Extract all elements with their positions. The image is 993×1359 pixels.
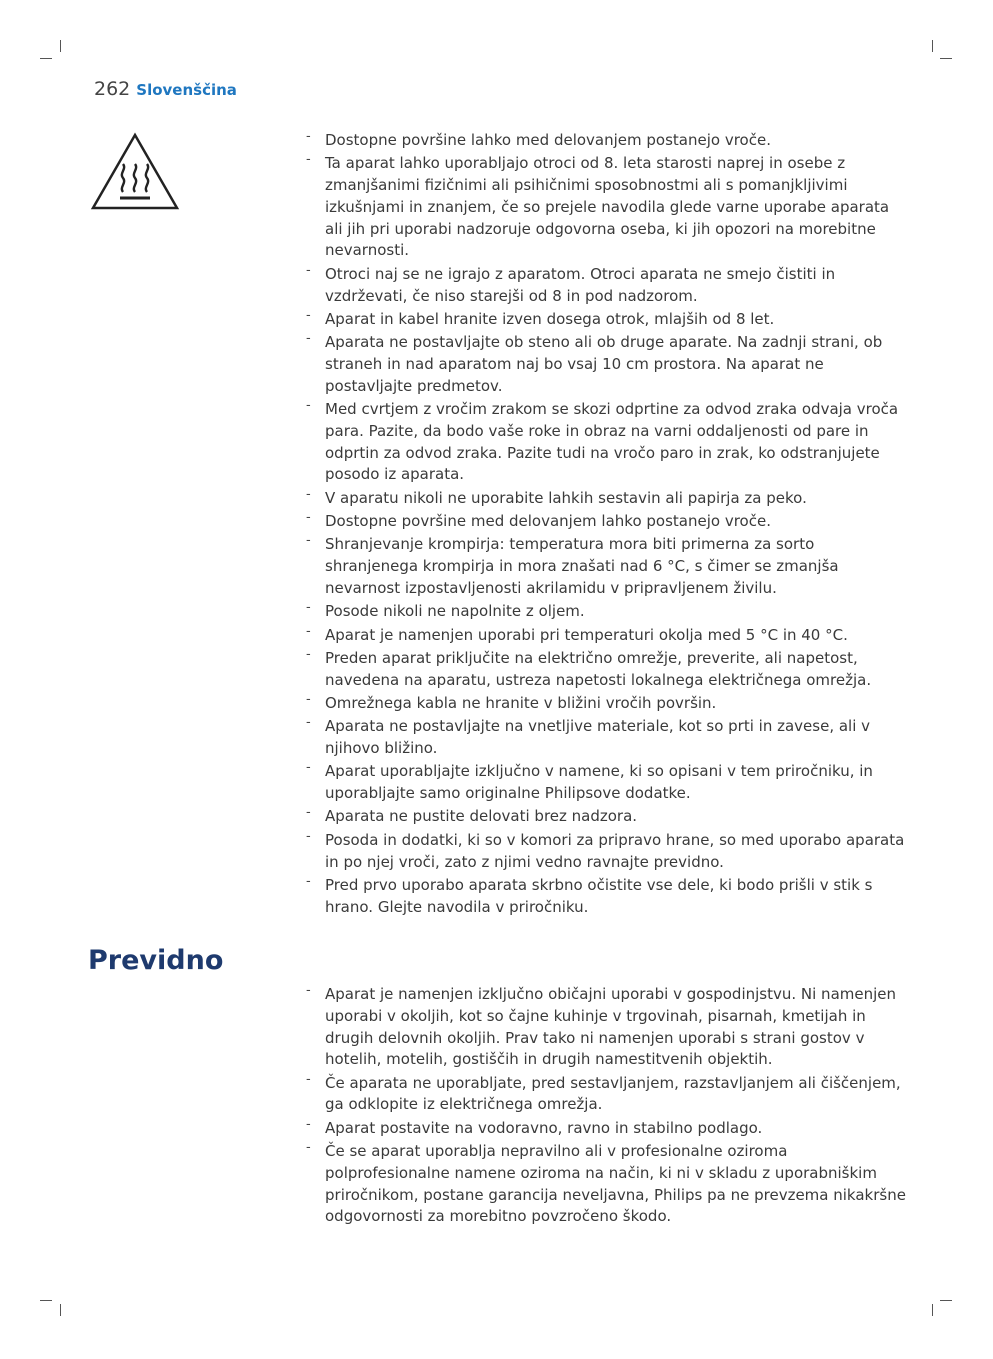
bullet-dash: -	[306, 600, 311, 616]
crop-mark	[932, 40, 933, 52]
list-item	[306, 761, 906, 805]
page-number: 262	[94, 78, 131, 100]
bullet-dash: -	[306, 691, 311, 707]
list-item	[306, 875, 906, 919]
crop-mark	[60, 40, 61, 52]
list-item	[306, 648, 906, 692]
list-item-text: Aparat in kabel hranite izven dosega otrok, mlajših od 8 let.	[325, 309, 775, 328]
list-item-text: Posoda in dodatki, ki so v komori za pripravo hrane, so med uporabo aparata in po njej vroči, zato z njimi vedno ravnajte previdno.	[325, 830, 905, 871]
list-item-text: Pred prvo uporabo aparata skrbno očistite vse dele, ki bodo prišli v stik s hrano. Glejte navodila v priročniku.	[325, 875, 873, 916]
list-item-text: Preden aparat priključite na električno omrežje, preverite, ali napetost, navedena na aparatu, ustreza napetosti lokalnega električnega omrežja.	[325, 648, 872, 689]
list-item	[306, 1141, 906, 1228]
caution-list	[306, 984, 906, 1230]
list-item	[306, 984, 906, 1071]
bullet-dash: -	[306, 715, 311, 731]
list-item	[306, 806, 906, 828]
list-item	[306, 332, 906, 397]
bullet-dash: -	[306, 1071, 311, 1087]
list-item-text: Aparat uporabljajte izključno v namene, ki so opisani v tem priročniku, in uporabljajte samo originalne Philipsove dodatke.	[325, 762, 873, 803]
list-item	[306, 830, 906, 874]
list-item-text: Ta aparat lahko uporabljajo otroci od 8. leta starosti naprej in osebe z zmanjšanimi fizičnimi ali psihičnimi sposobnostmi ali s pomanjkljivimi izkušnjami in znanjem, če so prejele navodila glede varne uporabe aparata ali jih pri uporabi nadzoruje odgovorna oseba, ki jih opozori na morebitne nevarnosti.	[325, 154, 890, 260]
crop-mark	[940, 1300, 952, 1301]
bullet-dash: -	[306, 398, 311, 414]
bullet-dash: -	[306, 623, 311, 639]
bullet-dash: -	[306, 486, 311, 502]
page-header	[94, 78, 237, 102]
list-item	[306, 1118, 906, 1140]
list-item-text: Dostopne površine med delovanjem lahko postanejo vroče.	[325, 512, 771, 531]
hot-surface-warning-icon	[90, 132, 180, 212]
list-item	[306, 130, 906, 152]
list-item-text: Aparata ne postavljajte ob steno ali ob druge aparate. Na zadnji strani, ob straneh in nad aparatom naj bo vsaj 10 cm prostora. Na aparat ne postavljajte predmetov.	[325, 333, 883, 395]
bullet-dash: -	[306, 533, 311, 549]
list-item	[306, 488, 906, 510]
section-heading-caution: Previdno	[88, 945, 224, 976]
list-item	[306, 511, 906, 533]
list-item-text: Če aparata ne uporabljate, pred sestavljanjem, razstavljanjem ali čiščenjem, ga odklopite iz električnega omrežja.	[325, 1073, 901, 1114]
bullet-dash: -	[306, 262, 311, 278]
bullet-dash: -	[306, 646, 311, 662]
list-item-text: Otroci naj se ne igrajo z aparatom. Otroci aparata ne smejo čistiti in vzdrževati, če niso starejši od 8 in pod nadzorom.	[325, 264, 836, 305]
list-item	[306, 309, 906, 331]
bullet-dash: -	[306, 1140, 311, 1156]
list-item-text: Dostopne površine lahko med delovanjem postanejo vroče.	[325, 131, 771, 149]
list-item-text: Če se aparat uporablja nepravilno ali v profesionalne oziroma polprofesionalne namene oziroma na način, ki ni v skladu z uporabniškim priročnikom, postane garancija neveljavna, Philips pa ne prevzema nikakršne odgovornosti za morebitno povzročeno škodo.	[325, 1142, 906, 1226]
list-item-text: Omrežnega kabla ne hranite v bližini vročih površin.	[325, 693, 717, 712]
list-item	[306, 153, 906, 262]
bullet-dash: -	[306, 129, 311, 144]
crop-mark	[932, 1304, 933, 1316]
crop-mark	[40, 1300, 52, 1301]
list-item	[306, 399, 906, 486]
list-item-text: Med cvrtjem z vročim zrakom se skozi odprtine za odvod zraka odvaja vroča para. Pazite, da bodo vaše roke in obraz na varni oddaljenosti od pare in odprtin za odvod zraka. Pazite tudi na vročo paro in zrak, ko odstranjujete posodo iz aparata.	[325, 400, 899, 484]
list-item-text: V aparatu nikoli ne uporabite lahkih sestavin ali papirja za peko.	[325, 488, 807, 507]
bullet-dash: -	[306, 152, 311, 168]
list-item	[306, 625, 906, 647]
bullet-dash: -	[306, 983, 311, 998]
bullet-dash: -	[306, 307, 311, 323]
crop-mark	[60, 1304, 61, 1316]
list-item-text: Shranjevanje krompirja: temperatura mora biti primerna za sorto shranjenega krompirja in mora znašati nad 6 °C, s čimer se zmanjša nevarnost izpostavljenosti akrilamidu v pripravljenem živilu.	[325, 535, 839, 597]
list-item	[306, 1073, 906, 1117]
list-item	[306, 534, 906, 599]
bullet-dash: -	[306, 873, 311, 889]
list-item-text: Aparat postavite na vodoravno, ravno in stabilno podlago.	[325, 1118, 763, 1137]
list-item	[306, 716, 906, 760]
bullet-dash: -	[306, 510, 311, 526]
bullet-dash: -	[306, 760, 311, 776]
bullet-dash: -	[306, 1116, 311, 1132]
bullet-dash: -	[306, 828, 311, 844]
list-item-text: Aparata ne postavljajte na vnetljive materiale, kot so prti in zavese, ali v njihovo bližino.	[325, 717, 871, 758]
list-item	[306, 264, 906, 308]
list-item-text: Aparata ne pustite delovati brez nadzora.	[325, 807, 638, 826]
list-item	[306, 693, 906, 715]
page-language: Slovenščina	[136, 81, 237, 99]
crop-mark	[940, 58, 952, 59]
list-item	[306, 601, 906, 623]
list-item-text: Posode nikoli ne napolnite z oljem.	[325, 602, 585, 621]
bullet-dash: -	[306, 331, 311, 347]
crop-mark	[40, 58, 52, 59]
warnings-list	[306, 130, 906, 920]
list-item-text: Aparat je namenjen uporabi pri temperaturi okolja med 5 °C in 40 °C.	[325, 625, 848, 644]
list-item-text: Aparat je namenjen izključno običajni uporabi v gospodinjstvu. Ni namenjen uporabi v okoljih, kot so čajne kuhinje v trgovinah, pisarnah, kmetijah in drugih delovnih okoljih. Prav tako ni namenjen uporabi s strani gostov v hotelih, motelih, gostiščih in drugih namestitvenih objektih.	[325, 985, 897, 1069]
bullet-dash: -	[306, 805, 311, 821]
